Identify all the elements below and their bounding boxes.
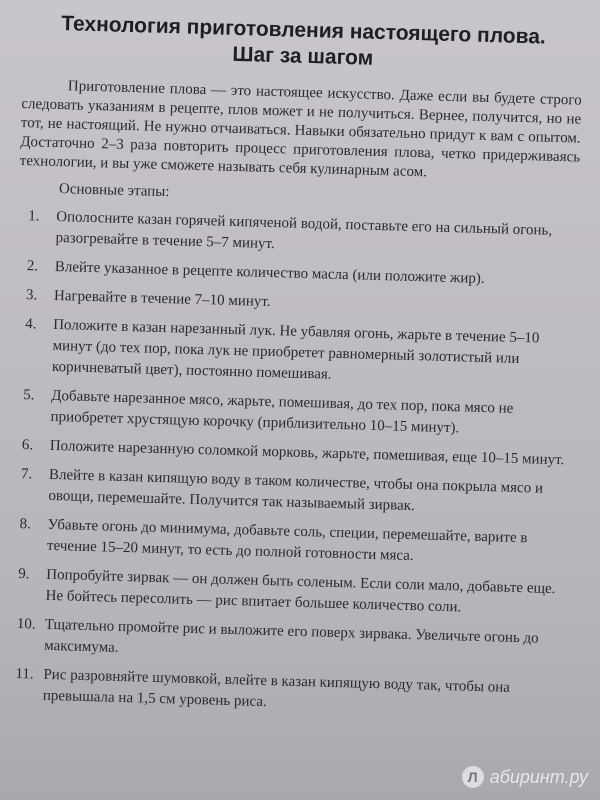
step-item	[17, 206, 578, 264]
page-content	[4, 10, 583, 729]
step-text: Ополосните казан горячей кипяченой водой, поставьте его на сильный огонь, разогревайте в течение 5–7 минут.	[55, 208, 553, 253]
step-item	[14, 314, 576, 393]
step-text: Положите нарезанную соломкой морковь, жарьте, помешивая, еще 10–15 минут.	[49, 437, 565, 469]
step-number: 10.	[16, 616, 36, 633]
step-text: Влейте указанное в рецепте количество масла (или положите жир).	[54, 258, 485, 287]
page-title	[23, 10, 584, 78]
step-text: Рис разровняйте шумовкой, влейте в казан кипящую воду так, чтобы она превышала на 1,5 см уровень риса.	[42, 666, 511, 711]
step-number: 8.	[19, 516, 32, 533]
step-item	[7, 564, 568, 622]
step-number: 6.	[21, 437, 34, 454]
step-item	[6, 614, 567, 672]
steps-list	[5, 206, 579, 721]
step-number: 5.	[23, 387, 35, 404]
site-watermark	[462, 766, 588, 788]
step-text: Нагревайте в течение 7–10 минут.	[53, 287, 271, 310]
step-text: Тщательно промойте рис и выложите его поверх зирвака. Увеличьте огонь до максимума.	[44, 616, 539, 656]
step-number: 3.	[25, 287, 38, 304]
step-number: 9.	[18, 566, 30, 583]
step-text: Добавьте нарезанное мясо, жарьте, помешивая, до тех пор, пока мясо не приобретет хрустящую корочку (приблизительно 10–15 минут).	[50, 387, 514, 437]
step-text: Положите в казан нарезанный лук. Не убавляя огонь, жарьте в течение 5–10 минут (до тех пор, пока лук не приобретет равномерный золотистый или коричневатый цвет), постоянно помешивая.	[51, 316, 540, 383]
step-number: 7.	[20, 466, 33, 483]
step-item	[5, 664, 566, 722]
stages-label: Основные этапы:	[58, 181, 170, 201]
step-number: 1.	[28, 208, 40, 225]
title-line-1: Технология приготовления настоящего плова.	[60, 12, 547, 49]
step-item	[10, 464, 571, 522]
title-line-2: Шаг за шагом	[232, 42, 374, 70]
step-number: 2.	[26, 258, 39, 275]
step-number: 4.	[25, 316, 37, 333]
step-text: Попробуйте зирвак — он должен быть соленым. Если соли мало, добавьте еще. Не бойтесь пересолить — рис впитает большее количество соли.	[45, 566, 556, 616]
step-number: 11.	[15, 666, 34, 683]
step-text: Убавьте огонь до минимума, добавьте соль, специи, перемешайте, варите в течение 15–20 минут, то есть до полной готовности мяса.	[46, 516, 528, 565]
step-item	[12, 385, 573, 443]
watermark-text: абиринт.ру	[489, 766, 588, 787]
step-item	[9, 514, 570, 572]
step-text: Влейте в казан кипящую воду в таком количестве, чтобы она покрыла мясо и овощи, перемешайте. Получится так называемый зирвак.	[48, 466, 544, 515]
intro-paragraph: Приготовление плова — это настоящее искусство. Даже если вы будете строго следовать указаниям в рецепте, плов может и не получиться. Вернее, получится, но не тот, не настоящий. Не нужно отчаиваться. Навыки обязательно придут к вам с опытом. Достаточно 2–3 раза повторить процесс приготовления плова, четко придерживаясь технологии, и вы уже сможете называть себя кулинарным асом.	[19, 78, 582, 181]
labirint-logo-icon: Л	[462, 766, 484, 788]
